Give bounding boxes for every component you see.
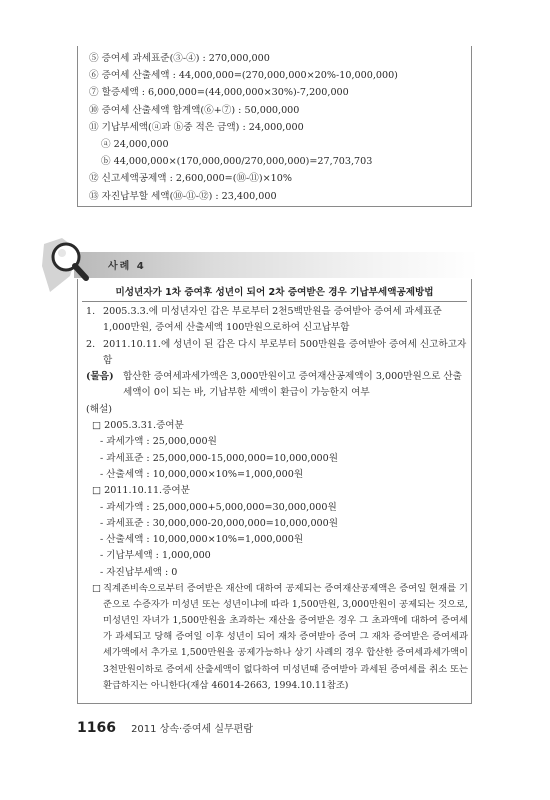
calc-line: ⑫ 신고세액공제액 : 2,600,000=(⑩-⑪)×10% [89,173,292,185]
question-text: 합산한 증여세과세가액은 3,000만원이고 증여재산공제액이 3,000만원으로 산출세액이 0이 되는 바, 기납부한 세액이 환급이 가능한지 여부 [123,371,462,399]
section-heading: □ 2011.10.11.증여분 [92,485,190,497]
section-heading: □ 2005.3.31.증여분 [92,420,184,432]
section-line: - 기납부세액 : 1,000,000 [100,550,211,562]
section-line: - 과세가액 : 25,000,000+5,000,000=30,000,000원 [100,501,337,513]
calc-line: ⑤ 증여세 과세표준(③-④) : 270,000,000 [89,53,270,64]
calculation-lines [89,50,467,205]
section-line: - 산출세액 : 10,000,000×10%=1,000,000원 [100,468,304,480]
case-header [40,236,480,280]
fact-item [86,337,468,370]
calc-line: ⑪ 기납부세액(ⓐ과 ⓑ중 적은 금액) : 24,000,000 [89,121,304,133]
calc-line: ⑥ 증여세 산출세액 : 44,000,000=(270,000,000×20%-10,000,000) [89,70,398,82]
fact-number: 2. [86,338,96,350]
calc-line: ⓐ 24,000,000 [101,139,169,151]
fact-number: 1. [86,306,96,317]
section-line: - 자진납부세액 : 0 [100,566,178,578]
section-line: - 과세가액 : 25,000,000원 [100,436,217,448]
footer-text: 2011 상속·증여세 실무편람 [131,724,253,735]
calculation-box [77,46,472,207]
question-label: (물음) [86,371,114,383]
explanation-note [86,581,468,694]
answer-label: (해설) [86,403,113,415]
fact-text: 2011.10.11.에 성년이 된 갑은 다시 부로부터 500만원을 증여받아 증여세 신고하고자 함 [103,338,467,366]
note-text: 직계존비속으로부터 증여받은 재산에 대하여 공제되는 증여재산공제액은 증여일 현재를 기준으로 수증자가 미성년 또는 성년이냐에 따라 1,500만원, 3,000만원이 공제되는 것으로, 미성년인 자녀가 1,500만원을 초과하는 재산을 증여받은 경우 그 초과액에 대하여 증여세가 과세되고 당해 증여일 이후 성년이 되어 재차 증여받아 증여 그 재차 증여받은 증여세과세가액에서 추가로 1,500만원을 공제가능하나 상기 사례의 경우 합산한 증여세과세가액이 3천만원이하로 증여세 산출세액이 없다하여 미성년때 증여받아 과세된 증여세를 취소 또는 환급하지는 아니한다(재삼 46014-2663, 1994.10.11참조) [103,583,468,691]
case-box [77,279,472,704]
title-divider [82,301,467,302]
question [86,369,468,402]
case-title: 미성년자가 1차 증여후 성년이 되어 2차 증여받은 경우 기납부세액공제방법 [115,287,434,298]
section-line: - 산출세액 : 10,000,000×10%=1,000,000원 [100,534,304,546]
section-line: - 과세표준 : 25,000,000-15,000,000=10,000,000원 [100,452,339,464]
calc-line: ⑦ 할증세액 : 6,000,000=(44,000,000×30%)-7,200,000 [89,87,349,99]
note-marker: □ [92,583,101,595]
fact-item [86,304,468,337]
calc-line: ⓑ 44,000,000×(170,000,000/270,000,000)=27,703,703 [101,156,373,168]
calc-line: ⑩ 증여세 산출세액 합계액(⑥+⑦) : 50,000,000 [89,104,300,116]
section-line: - 과세표준 : 30,000,000-20,000,000=10,000,000원 [100,517,339,529]
calc-line: ⑬ 자진납부할 세액(⑩-⑪-⑫) : 23,400,000 [89,190,277,202]
case-label: 사례 4 [108,261,146,272]
case-body [86,304,468,694]
fact-text: 2005.3.3.에 미성년자인 갑은 부로부터 2천5백만원을 증여받아 증여세 과세표준 1,000만원, 증여세 산출세액 100만원으로하여 신고납부함 [103,306,442,334]
page-footer [77,717,253,737]
page-number: 1166 [77,720,116,736]
